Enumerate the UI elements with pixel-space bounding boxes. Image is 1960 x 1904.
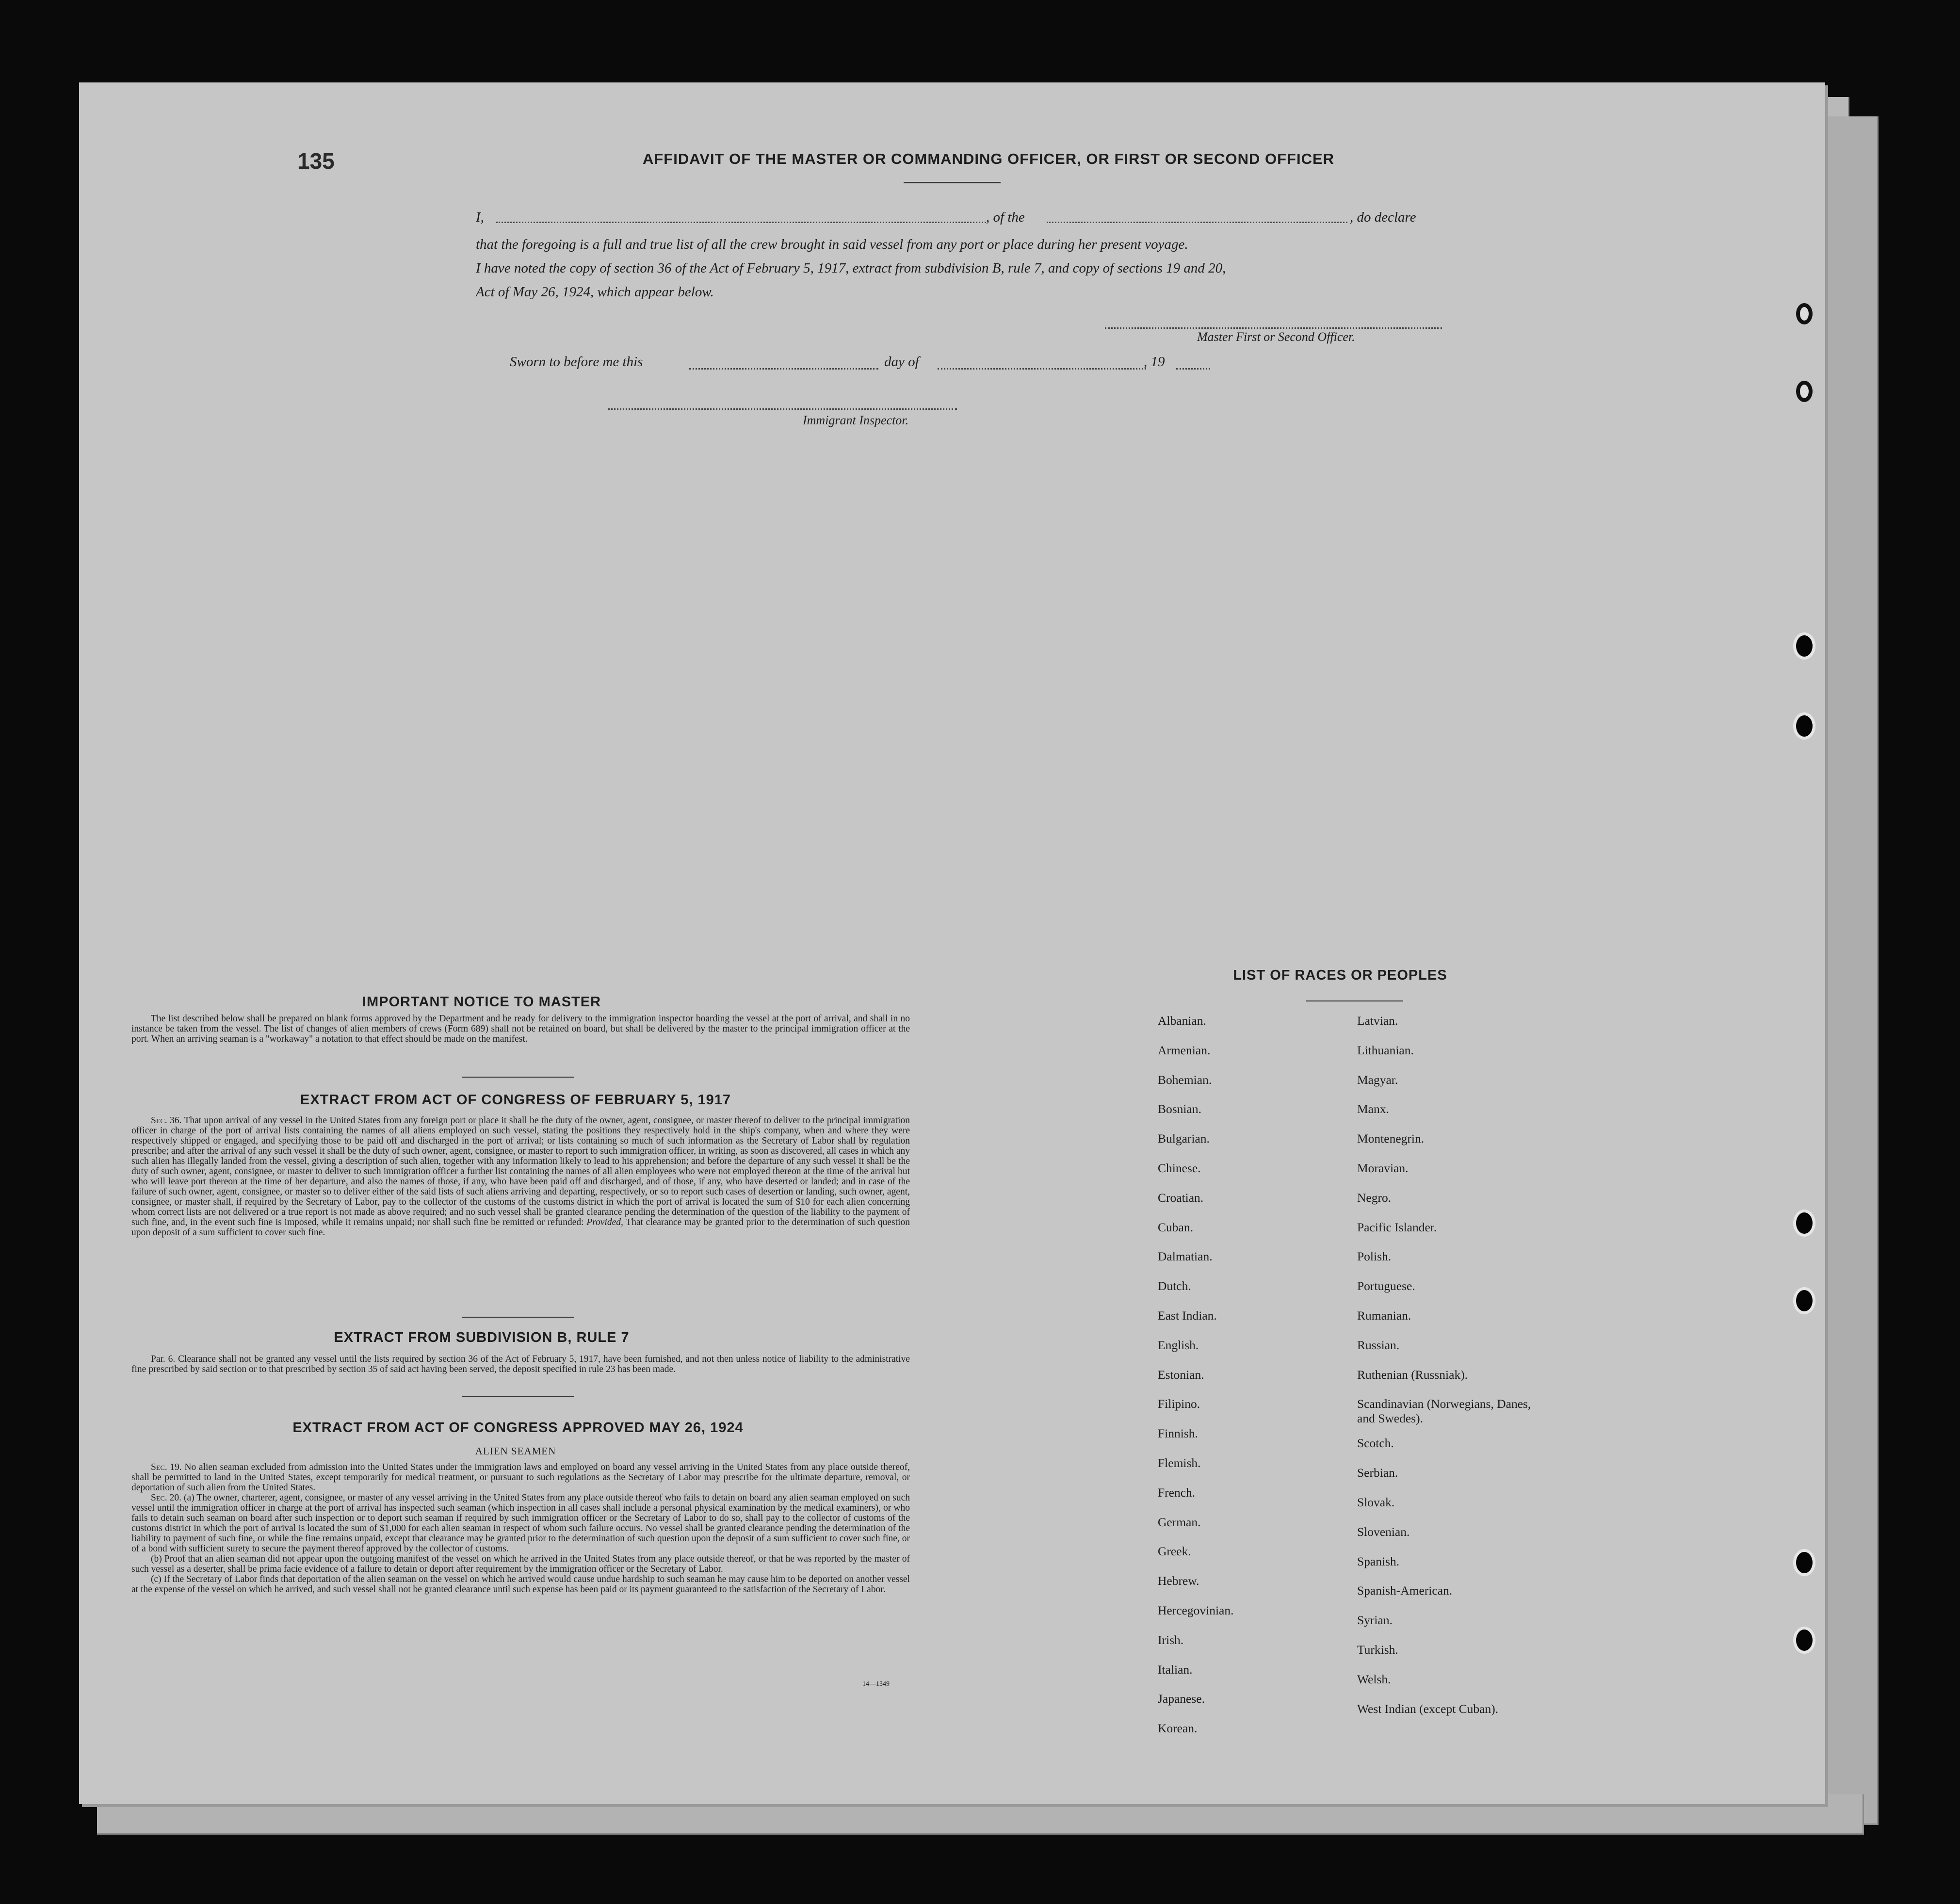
- notice-text: [131, 1014, 910, 1044]
- race-item: Magyar.: [1357, 1072, 1398, 1087]
- manifest-page: [79, 82, 1825, 1804]
- race-item: Dalmatian.: [1158, 1249, 1213, 1264]
- race-item: Turkish.: [1357, 1642, 1398, 1657]
- race-item: West Indian (except Cuban).: [1357, 1701, 1499, 1716]
- race-item: Scotch.: [1357, 1436, 1394, 1451]
- punch-hole: [1796, 1552, 1813, 1573]
- race-item: Scandinavian (Norwegians, Danes, and Swedes).: [1357, 1397, 1531, 1426]
- section-19-text: No alien seaman excluded from admission into the United States under the immigration laws and employed on board any vessel arriving in the United States from any place outside thereof, shall be permitted to land in the United States, except temporarily for medical treatment, or pursuant to such regulations as the Secretary of Labor may prescribe for the ultimate departure, removal, or deportation of such alien from the United States.: [131, 1462, 910, 1493]
- notice-title: IMPORTANT NOTICE TO MASTER: [362, 994, 601, 1010]
- name-blank: [496, 222, 986, 223]
- back-sheet-edge: [1824, 116, 1879, 1825]
- race-item: Filipino.: [1158, 1397, 1200, 1411]
- sworn-text: Sworn to before me this: [510, 354, 643, 370]
- section-divider: [462, 1077, 574, 1078]
- sworn-day-of: day of: [884, 354, 919, 370]
- declaration-do-declare: , do declare: [1350, 210, 1416, 225]
- declaration-i: I,: [476, 210, 484, 225]
- signature-line: [1105, 327, 1442, 329]
- title-divider: [904, 182, 1001, 183]
- race-item: Russian.: [1357, 1338, 1400, 1352]
- race-item: Serbian.: [1357, 1466, 1398, 1480]
- race-item: English.: [1158, 1338, 1199, 1352]
- race-item: Armenian.: [1158, 1043, 1211, 1057]
- race-item: Polish.: [1357, 1249, 1392, 1264]
- races-divider: [1306, 1000, 1403, 1001]
- section-label: Sec. 36.: [151, 1115, 182, 1126]
- race-item: Latvian.: [1357, 1014, 1398, 1028]
- race-item: Hebrew.: [1158, 1574, 1199, 1588]
- section-divider: [462, 1396, 574, 1397]
- races-left-column: [1158, 1014, 1233, 1751]
- race-item: Chinese.: [1158, 1161, 1201, 1175]
- race-item: Bohemian.: [1158, 1072, 1212, 1087]
- race-item: Rumanian.: [1357, 1308, 1411, 1323]
- section-label: Sec. 19.: [151, 1462, 182, 1472]
- races-title: LIST OF RACES OR PEOPLES: [1233, 968, 1447, 983]
- rule7-title: EXTRACT FROM SUBDIVISION B, RULE 7: [334, 1330, 630, 1345]
- notice-paragraph: The list described below shall be prepared on blank forms approved by the Department and be ready for delivery to the immigration inspector boarding the vessel at the port of arrival, and shall in no instance be taken from the vessel. The list of changes of alien members of crews (Form 689) shall not be retained on board, but shall be delivered by the master to the principal immigration officer at the port. When an arriving seaman is a "workaway" a notation to that effect should be made on the manifest.: [131, 1014, 910, 1044]
- page-number: 135: [297, 148, 335, 174]
- race-item: Syrian.: [1357, 1613, 1393, 1628]
- race-item: Greek.: [1158, 1544, 1191, 1559]
- sworn-month-blank: [938, 368, 1146, 370]
- race-item: Finnish.: [1158, 1426, 1198, 1441]
- race-item: Croatian.: [1158, 1190, 1204, 1205]
- section-20a-text: (a) The owner, charterer, agent, consignee, or master of any vessel arriving in the United States from any place outside thereof who fails to detain on board any alien seaman employed on such vessel until the immigration officer in charge at the port of arrival has inspected such seaman (which inspection in all cases shall include a personal physical examination by the medical examiners), or who fails to detain such seaman on board after such inspection or to deport such seaman if required by such immigration officer or the Secretary of Labor to do so, shall pay to the collector of customs of the customs district in which the port of arrival is located the sum of $1,000 for each alien seaman in respect of whom such failure occurs. No vessel shall be granted clearance pending the determination of the liability to payment of such fine, or while the fine remains unpaid, except that clearance may be granted prior to the determination of such question upon the deposit of a sum sufficient to cover such fine, or of a bond with sufficient surety to secure the payment thereof approved by the collector of customs.: [131, 1493, 910, 1554]
- race-item: Portuguese.: [1357, 1279, 1415, 1293]
- race-item: Slovenian.: [1357, 1524, 1410, 1539]
- vessel-blank: [1047, 222, 1347, 223]
- race-item: Negro.: [1357, 1190, 1392, 1205]
- race-item: Slovak.: [1357, 1495, 1395, 1509]
- rule7-paragraph: Par. 6. Clearance shall not be granted any vessel until the lists required by section 36 of the Act of February 5, 1917, have been furnished, and not then unless notice of liability to the administrative fine prescribed by said section or to that prescribed by section 35 of said act having been served, the deposit specified in rule 23 has been made.: [131, 1354, 910, 1374]
- punch-hole: [1796, 1212, 1813, 1234]
- race-item: Bulgarian.: [1158, 1131, 1210, 1146]
- proviso-text: That clearance may be granted prior to the determination of such question upon deposit of a sum sufficient to cover such fine.: [131, 1217, 910, 1238]
- proviso-word: Provided,: [586, 1217, 623, 1227]
- affidavit-line: Act of May 26, 1924, which appear below.: [476, 284, 714, 300]
- form-number: 14—1349: [862, 1680, 890, 1688]
- affidavit-title: AFFIDAVIT OF THE MASTER OR COMMANDING OFFICER, OR FIRST OR SECOND OFFICER: [642, 150, 1335, 167]
- section-20b-text: (b) Proof that an alien seaman did not appear upon the outgoing manifest of the vessel on which he arrived in the United States from any place outside thereof, or that he was reported by the master of such vessel as a deserter, shall be prima facie evidence of a failure to detain or deport after requirement by the immigration officer or the Secretary of Labor.: [131, 1554, 910, 1574]
- affidavit-body: [476, 233, 1436, 304]
- race-item: Montenegrin.: [1357, 1131, 1425, 1146]
- section-36-text: That upon arrival of any vessel in the United States from any foreign port or place it shall be the duty of the owner, agent, consignee, or master thereof to deliver to the principal immigration officer in charge of the port of arrival lists containing the names of all aliens employed on such vessel, stating the positions they respectively hold in the ship's company, when and where they were respectively shipped or engaged, and specifying those to be paid off and discharged in the port of arrival; or lists containing so much of such information as the Secretary of Labor shall by regulation prescribe; and after the arrival of any such vessel it shall be the duty of such owner, agent, consignee, or master to report to such immigration officer, in writing, as soon as discovered, all cases in which any such alien has illegally landed from the vessel, giving a description of such alien, together with any information likely to lead to his apprehension; and before the departure of any such vessel it shall be the duty of such owner, agent, consignee, or master to deliver to such immigration officer a further list containing the names of all alien employees who were not employed thereon at the time of the arrival but who will leave port thereon at the time of her departure, and also the names of those, if any, who have been paid off and discharged, and of those, if any, who have deserted or landed; and in case of the failure of such owner, agent, consignee, or master so to deliver either of the said lists of such aliens arriving and departing, respectively, or so to report such cases of desertion or landing, such owner, agent, consignee, or master shall, if required by the Secretary of Labor, pay to the collector of the customs of the customs district in which the port of arrival is located the sum of $10 for each alien concerning whom correct lists are not delivered or a true report is not made as above required; and no such vessel shall be granted clearance pending the determination of the question of the liability to the payment of such fine, and, in the event such fine is imposed, while it remains unpaid; nor shall such fine be remitted or refunded:: [131, 1115, 910, 1227]
- race-item: Spanish.: [1357, 1554, 1400, 1568]
- race-item: Flemish.: [1158, 1455, 1201, 1470]
- race-item: Hercegovinian.: [1158, 1603, 1234, 1617]
- race-item: French.: [1158, 1485, 1196, 1500]
- affidavit-line: I have noted the copy of section 36 of the Act of February 5, 1917, extract from subdivision B, rule 7, and copy of sections 19 and 20,: [476, 260, 1226, 276]
- punch-hole: [1796, 635, 1813, 657]
- extract-1924-title: EXTRACT FROM ACT OF CONGRESS APPROVED MAY 26, 1924: [292, 1420, 744, 1436]
- race-item: Pacific Islander.: [1357, 1220, 1437, 1234]
- race-item: Manx.: [1357, 1102, 1389, 1116]
- section-20c-text: (c) If the Secretary of Labor finds that deportation of the alien seaman on the vessel on which he arrived would cause undue hardship to such seaman he may cause him to be deported on another vessel at the expense of the vessel on which he arrived, and such vessel shall not be granted clearance until such expense has been paid or its payment guaranteed to the satisfaction of the Secretary of Labor.: [131, 1574, 910, 1595]
- inspector-label: Immigrant Inspector.: [803, 413, 909, 427]
- race-item: Dutch.: [1158, 1279, 1191, 1293]
- punch-hole: [1796, 1290, 1813, 1311]
- sworn-day-blank: [689, 368, 878, 370]
- race-item: Bosnian.: [1158, 1102, 1201, 1116]
- race-item: Ruthenian (Russniak).: [1357, 1367, 1468, 1382]
- extract-1917-title: EXTRACT FROM ACT OF CONGRESS OF FEBRUARY 5, 1917: [300, 1092, 731, 1108]
- race-item: East Indian.: [1158, 1308, 1217, 1323]
- extract-1924-text: [131, 1462, 910, 1595]
- section-divider: [462, 1317, 574, 1318]
- race-item: Lithuanian.: [1357, 1043, 1414, 1057]
- sworn-year-blank: [1176, 368, 1210, 370]
- race-item: Korean.: [1158, 1721, 1198, 1736]
- race-item: Welsh.: [1357, 1672, 1391, 1686]
- signature-label: Master First or Second Officer.: [1197, 330, 1355, 344]
- race-item: Japanese.: [1158, 1692, 1205, 1706]
- alien-seamen-heading: ALIEN SEAMEN: [475, 1445, 556, 1457]
- races-right-column: [1357, 1014, 1546, 1731]
- race-item: Albanian.: [1158, 1014, 1206, 1028]
- declaration-of-the: , of the: [986, 210, 1025, 225]
- race-item: Estonian.: [1158, 1367, 1204, 1382]
- extract-1917-text: [131, 1115, 910, 1238]
- punch-hole: [1796, 1630, 1813, 1651]
- race-item: Irish.: [1158, 1632, 1184, 1647]
- race-item: German.: [1158, 1515, 1201, 1529]
- race-item: Moravian.: [1357, 1161, 1409, 1175]
- rule7-text: [131, 1354, 910, 1374]
- punch-hole: [1796, 303, 1813, 324]
- race-item: Italian.: [1158, 1662, 1193, 1677]
- inspector-signature-line: [608, 408, 957, 410]
- race-item: Cuban.: [1158, 1220, 1193, 1234]
- sworn-year-prefix: , 19: [1144, 354, 1165, 370]
- section-label: Sec. 20.: [151, 1493, 181, 1503]
- affidavit-line: that the foregoing is a full and true list of all the crew brought in said vessel from any port or place during her present voyage.: [476, 237, 1188, 252]
- punch-hole: [1796, 715, 1813, 737]
- punch-hole: [1796, 381, 1813, 402]
- race-item: Spanish-American.: [1357, 1583, 1453, 1598]
